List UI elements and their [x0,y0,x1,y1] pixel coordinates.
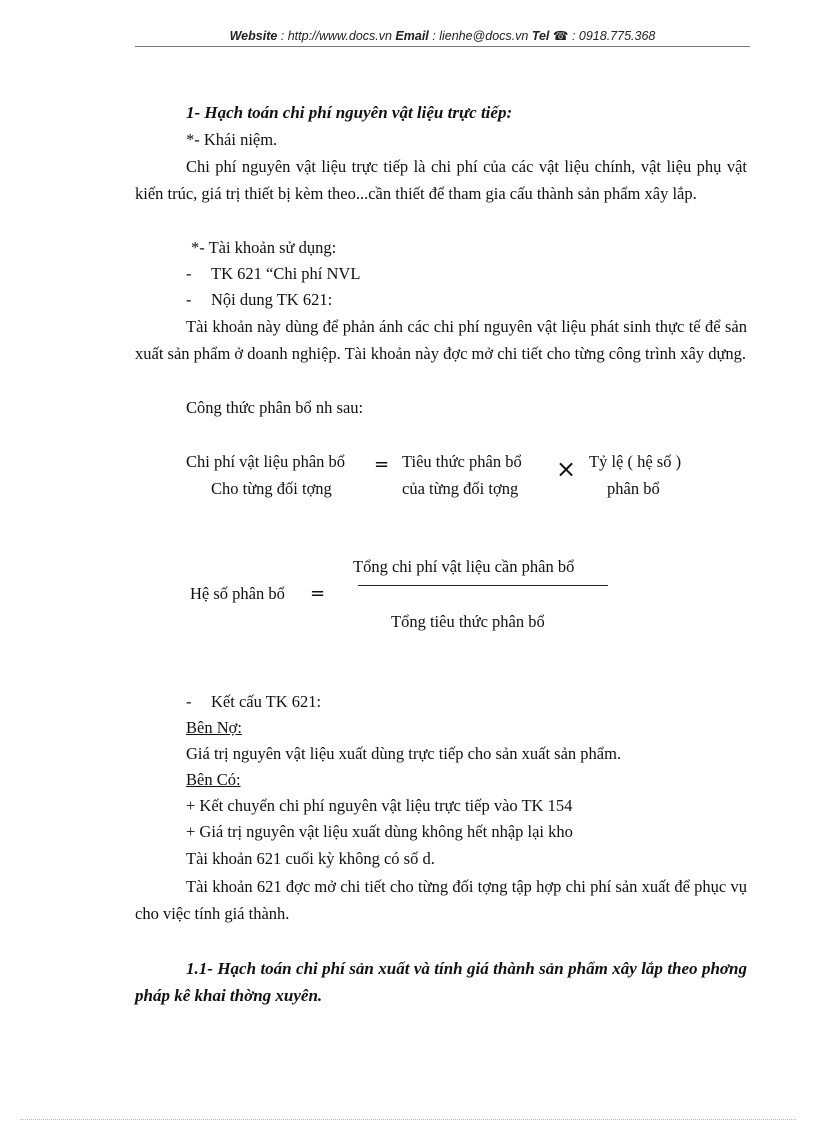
equals-sign: = [374,454,390,475]
page-bottom-border [20,1119,796,1120]
tel-value: : 0918.775.368 [568,29,656,43]
email-value: : lienhe@docs.vn [428,29,532,43]
credit-item: + Giá trị nguyên vật liệu xuất dùng không hết nhập lại kho [186,822,573,841]
credit-label: Bên Có: [186,770,241,789]
account-used-label: *- Tài khoản sử dụng: [191,238,337,257]
formula-middle-bottom: của từng đối tợng [402,479,519,498]
formula-middle-top: Tiêu thức phân bổ [402,452,522,471]
content-paragraph: Tài khoản này dùng để phản ánh các chi phí nguyên vật liệu phát sinh thực tế để sản xuất sản phẩm ở doanh nghiệp. Tài khoản này đợc mở chi tiết cho từng công trình xây dựng. [135,317,747,363]
tel-label: Tel [531,29,550,43]
fraction-bar [358,585,608,586]
multiply-sign: × [556,455,577,483]
phone-icon: ☎ [552,29,569,43]
header-divider [135,46,750,47]
debit-label: Bên Nợ: [186,718,242,737]
fraction-numerator: Tổng chi phí vật liệu cần phân bổ [353,557,575,576]
website-value: : http://www.docs.vn [277,29,396,43]
structure-title: Kết cấu TK 621: [211,692,322,711]
equals-sign: = [310,583,326,604]
account-item: TK 621 “Chi phí NVL [211,264,361,283]
website-label: Website [229,29,278,43]
no-balance-text: Tài khoản 621 cuối kỳ không có số d. [186,849,435,868]
fraction-denominator: Tổng tiêu thức phân bổ [391,612,545,631]
bullet-marker: - [186,290,192,309]
bullet-marker: - [186,264,192,283]
credit-item: + Kết chuyển chi phí nguyên vật liệu trực tiếp vào TK 154 [186,796,573,815]
formula-left-top: Chi phí vật liệu phân bổ [186,452,346,471]
page-header [135,28,750,43]
account-content-label: Nội dung TK 621: [211,290,333,309]
formula-left-bottom: Cho từng đối tợng [211,479,332,498]
email-label: Email [395,29,429,43]
formula-right-top: Tỷ lệ ( hệ số ) [589,452,682,471]
bullet-marker: - [186,692,192,711]
debit-text: Giá trị nguyên vật liệu xuất dùng trực tiếp cho sản xuất sản phẩm. [186,744,622,763]
formula-right-bottom: phân bổ [607,479,660,498]
concept-label: *- Khái niệm. [186,130,278,149]
section-heading: 1- Hạch toán chi phí nguyên vật liệu trực tiếp: [186,103,513,122]
coefficient-label: Hệ số phân bổ [190,584,285,603]
formula-intro: Công thức phân bổ nh sau: [186,398,364,417]
subsection-heading: 1.1- Hạch toán chi phí sản xuất và tính giá thành sản phẩm xây lắp theo phơng pháp kê khai thờng xuyên. [135,959,747,1005]
definition-paragraph: Chi phí nguyên vật liệu trực tiếp là chi phí của các vật liệu chính, vật liệu phụ vật kiến trúc, giá trị thiết bị kèm theo...cần thiết để tham gia cấu thành sản phẩm xây lắp. [135,157,747,203]
detail-paragraph: Tài khoản 621 đợc mở chi tiết cho từng đối tợng tập hợp chi phí sản xuất để phục vụ cho việc tính giá thành. [135,877,747,923]
